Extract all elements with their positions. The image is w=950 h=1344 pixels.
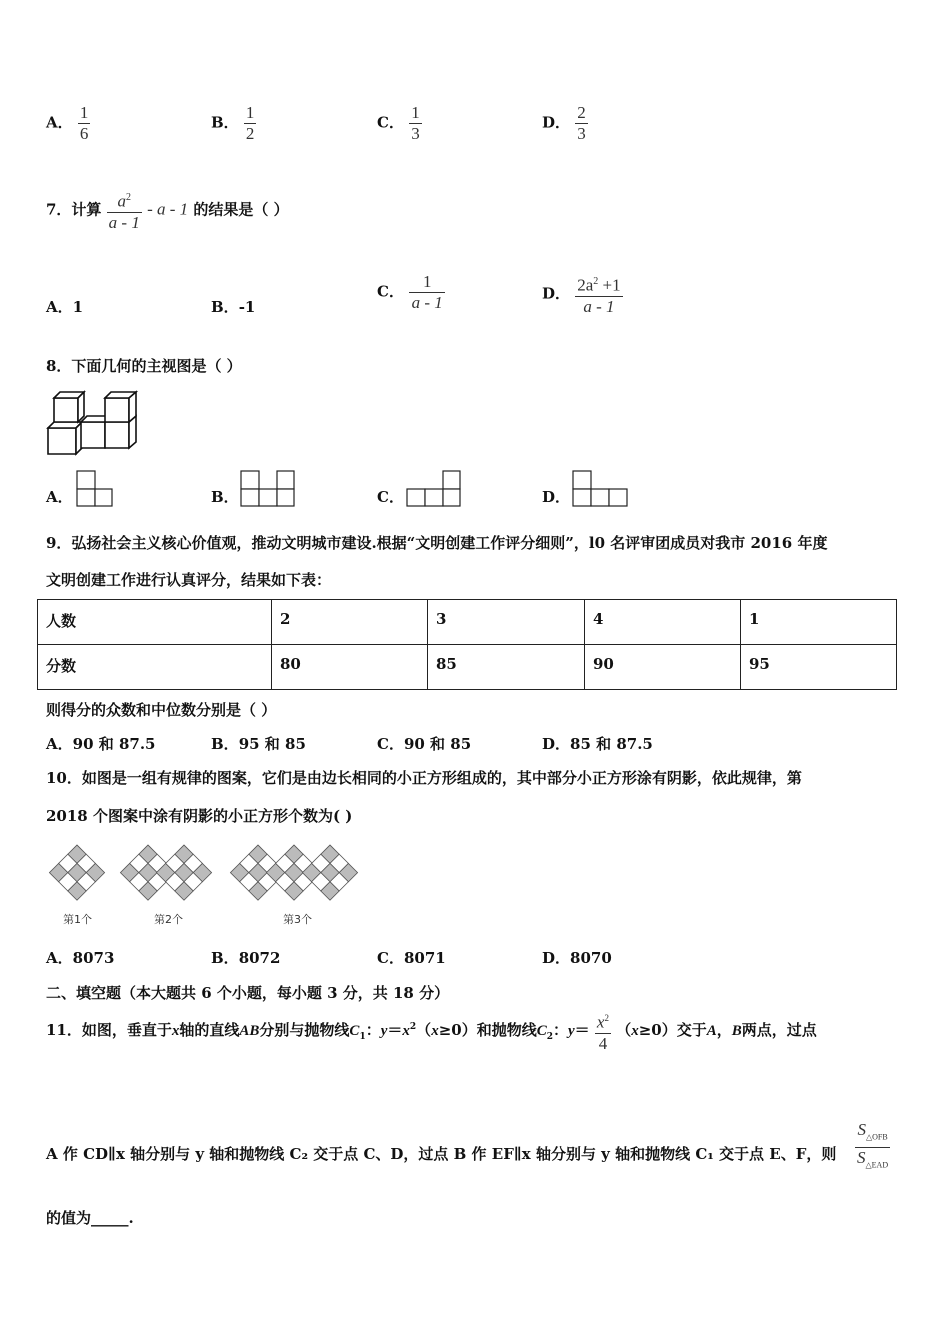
- q8-option-d[interactable]: D．: [542, 488, 571, 506]
- caption-2: 第2个: [154, 913, 183, 926]
- caption-1: 第1个: [63, 913, 92, 926]
- q9-option-b[interactable]: B．95 和 85: [211, 735, 306, 753]
- q10-option-b[interactable]: B．8072: [211, 949, 281, 967]
- pattern-2b: [156, 845, 211, 900]
- fraction: $\frac{1}{a - 1}$: [409, 272, 445, 313]
- option-letter: B．: [211, 113, 239, 132]
- q9-question: 则得分的众数和中位数分别是（ ）: [46, 701, 277, 719]
- fraction: $\frac{x^2}{4}$: [596, 1012, 609, 1053]
- q10-option-d[interactable]: D．8070: [542, 949, 612, 967]
- q6-option-a[interactable]: [46, 103, 90, 144]
- q8-option-c-view: [406, 470, 462, 508]
- q10-stem-line2: 2018 个图案中涂有阴影的小正方形个数为( ): [46, 807, 353, 825]
- table-row: 人数 2 3 4 1: [38, 600, 897, 645]
- table-row: 分数 80 85 90 95: [38, 645, 897, 690]
- q7-stem: 7．计算 $\frac{a^2}{a - 1}$ - a - 1 的结果是（ ）: [46, 188, 289, 233]
- q9-stem-line1: 9．弘扬社会主义核心价值观，推动文明城市建设.根据“文明创建工作评分细则”，l0 名评审团成员对我市 2016 年度: [46, 534, 828, 552]
- option-letter: A．: [46, 113, 73, 132]
- score-table: [37, 599, 897, 690]
- option-letter: C．: [377, 113, 404, 132]
- fraction: $\frac{1}{6}$: [79, 103, 89, 143]
- fraction: $\frac{2a^2 +1}{a - 1}$: [577, 275, 621, 316]
- fraction: $\frac{2}{3}$: [577, 103, 586, 143]
- q7-option-c[interactable]: C． $\frac{1}{a - 1}$: [377, 272, 445, 313]
- q10-option-a[interactable]: A．8073: [46, 949, 115, 967]
- q9-stem-line2: 文明创建工作进行认真评分，结果如下表：: [46, 571, 332, 589]
- q11-line2: A 作 CD∥x 轴分别与 y 轴和抛物线 C₂ 交于点 C、D，过点 B 作 EF∥x 轴分别与 y 轴和抛物线 C₁ 交于点 E、F，则: [46, 1145, 837, 1163]
- fraction: $\frac{1}{2}$: [245, 103, 255, 143]
- q7-option-b[interactable]: B．-1: [211, 298, 256, 316]
- q11-line1: 11．如图，垂直于x轴的直线AB分别与抛物线$C_1$：$y=x^2(x\ge 0)$和抛物线$C_2$：y＝ $\frac{x^2}{4}$ （x≥0）交于A，B两点，过点: [46, 1008, 817, 1054]
- q9-option-d[interactable]: D．85 和 87.5: [542, 735, 653, 753]
- q8-option-a[interactable]: A．: [46, 488, 73, 506]
- q8-option-a-view: [76, 470, 114, 508]
- q8-option-b[interactable]: B．: [211, 488, 239, 506]
- pattern-3c: [302, 845, 357, 900]
- q8-stem: 8．下面几何的主视图是（ ）: [46, 357, 242, 375]
- fraction: $\frac{a^2}{a - 1}$: [108, 191, 140, 232]
- q6-option-b[interactable]: [211, 103, 256, 144]
- q8-option-b-view: [240, 470, 296, 508]
- q6-option-c[interactable]: [377, 103, 422, 144]
- q8-option-c[interactable]: C．: [377, 488, 404, 506]
- q7-option-a[interactable]: A．1: [46, 298, 84, 316]
- q10-pattern-figure: [44, 842, 374, 934]
- q8-solid-figure: [44, 390, 144, 458]
- q8-option-d-view: [572, 470, 630, 508]
- caption-3: 第3个: [283, 913, 312, 926]
- area-ratio-fraction: $\frac{S_{\triangle OFB}}{S_{\triangle EAD}}$: [855, 1120, 890, 1176]
- q7-option-d[interactable]: D． $\frac{2a^2 +1}{a - 1}$: [542, 272, 623, 317]
- pattern-1: [49, 845, 104, 900]
- q9-option-a[interactable]: A．90 和 87.5: [46, 735, 156, 753]
- q6-option-d[interactable]: [542, 103, 588, 144]
- option-letter: D．: [542, 113, 571, 132]
- section-heading: 二、填空题（本大题共 6 个小题，每小题 3 分，共 18 分）: [46, 984, 450, 1002]
- q9-option-c[interactable]: C．90 和 85: [377, 735, 472, 753]
- q10-option-c[interactable]: C．8071: [377, 949, 446, 967]
- q10-stem-line1: 10．如图是一组有规律的图案，它们是由边长相同的小正方形组成的，其中部分小正方形涂有阴影，依此规律，第: [46, 769, 802, 787]
- fraction: $\frac{1}{3}$: [411, 103, 420, 143]
- q11-line3: 的值为_____.: [46, 1209, 134, 1227]
